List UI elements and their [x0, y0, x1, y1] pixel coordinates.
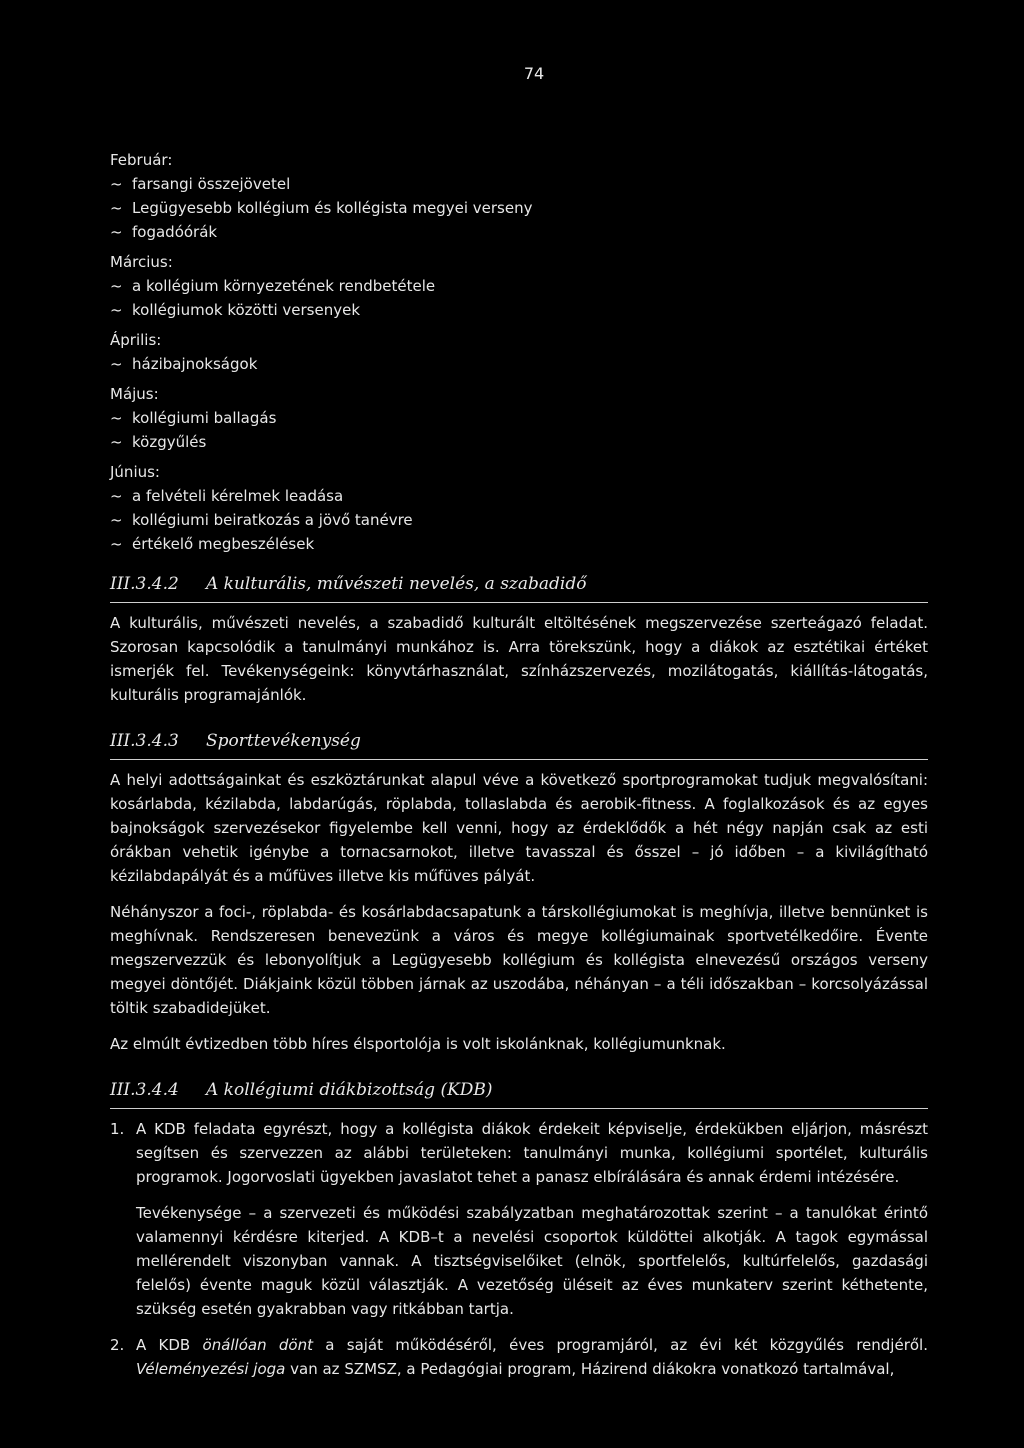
sport-paragraph: A helyi adottságainkat és eszköztárunkat alapul véve a következő sportprogramokat tudjuk megvalósítani: kosárlabda, kézilabda, labdarúgás, röplabda, tollaslabda és aerobik-fitness. A foglalkozások és az egyes bajnokságok szervezésekor figyelembe kell venni, hogy az érdeklődők a hét négy napján csak az esti órákban vehetik igénybe a tornacsarnokot, illetve tavasszal és ősszel – jó időben – a kivilágítható kézilabdapályát és a műfüves illetve kis műfüves pályát. [110, 771, 928, 885]
month-block [110, 460, 928, 556]
section-number: III.3.4.4 [110, 1080, 179, 1100]
month-items [110, 406, 928, 454]
month-block [110, 382, 928, 454]
tilde-bullet-icon: ~ [110, 355, 123, 373]
section-title: A kollégiumi diákbizottság (KDB) [206, 1080, 493, 1100]
month-label: Február: [110, 151, 173, 169]
kdb-list [110, 1117, 928, 1381]
kdb-paragraph [136, 1333, 928, 1381]
kulturalis-paragraph: A kulturális, művészeti nevelés, a szabadidő kulturált eltöltésének megszervezése szerteágazó feladat. Szorosan kapcsolódik a tanulmányi munkához is. Arra törekszünk, hogy a diákok az esztétikai értéket ismerjék fel. Tevékenységeink: könyvtárhasználat, színházszervezés, mozilátogatás, kiállítás-látogatás, kulturális programajánlók. [110, 614, 928, 704]
tilde-bullet-icon: ~ [110, 433, 123, 451]
list-item-text: kollégiumi beiratkozás a jövő tanévre [132, 511, 413, 529]
list-item [110, 352, 928, 376]
kdb-paragraph: Tevékenysége – a szervezeti és működési szabályzatban meghatározottak szerint – a tanulókat érintő valamennyi kérdésre kiterjed. A KDB–t a nevelési csoportok küldöttei alkotják. A tagok egymással mellérendelt viszonyban vannak. A tisztségviselőiket (elnök, sportfelelős, kultúrfelelős, gazdasági felelős) évente maguk közül választják. A vezetőség üléseit az éves munkaterv szerint kéthetente, szükség esetén gyakrabban vagy ritkábban tartja. [136, 1204, 928, 1318]
text-run: van az SZMSZ, a Pedagógiai program, Házirend diákokra vonatkozó tartalmával, [285, 1360, 895, 1378]
list-item-text: házibajnokságok [132, 355, 258, 373]
emphasis-text: önállóan dönt [202, 1336, 313, 1354]
tilde-bullet-icon: ~ [110, 511, 123, 529]
text-run: A KDB [136, 1336, 203, 1354]
list-item [110, 196, 928, 220]
list-item [110, 1333, 928, 1381]
month-block [110, 328, 928, 376]
list-item [110, 406, 928, 430]
list-item [110, 298, 928, 322]
month-block [110, 148, 928, 244]
list-marker: 2. [110, 1336, 125, 1354]
month-label: Május: [110, 385, 159, 403]
list-item-text: a felvételi kérelmek leadása [132, 487, 344, 505]
sport-paragraph: Néhányszor a foci-, röplabda- és kosárlabdacsapatunk a társkollégiumokat is meghívja, illetve bennünket is meghívnak. Rendszeresen benevezünk a város és megye kollégiumainak sportvetélkedőire. Évente megszervezzük és lebonyolítjuk a Legügyesebb kollégium és kollégista elnevezésű országos verseny megyei döntőjét. Diákjaink közül többen járnak az uszodába, néhányan – a téli időszakban – korcsolyázással töltik szabadidejüket. [110, 903, 928, 1017]
list-item-text: fogadóórák [132, 223, 218, 241]
list-item [110, 430, 928, 454]
list-item-text: kollégiumok közötti versenyek [132, 301, 361, 319]
page-number: 74 [523, 64, 545, 83]
tilde-bullet-icon: ~ [110, 409, 123, 427]
emphasis-text: Véleményezési joga [136, 1360, 286, 1378]
list-item [110, 220, 928, 244]
monthly-schedule [110, 148, 928, 556]
text-run: a saját működéséről, éves programjáról, az évi két közgyűlés rendjéről. [312, 1336, 928, 1354]
section-heading-kdb [110, 1078, 928, 1109]
section-title: Sporttevékenység [206, 731, 361, 751]
tilde-bullet-icon: ~ [110, 199, 123, 217]
tilde-bullet-icon: ~ [110, 277, 123, 295]
section-heading-sport [110, 729, 928, 760]
month-items [110, 172, 928, 244]
list-marker: 1. [110, 1120, 125, 1138]
section-number: III.3.4.3 [110, 731, 179, 751]
tilde-bullet-icon: ~ [110, 487, 123, 505]
month-items [110, 352, 928, 376]
tilde-bullet-icon: ~ [110, 535, 123, 553]
month-items [110, 274, 928, 322]
month-items [110, 484, 928, 556]
section-number: III.3.4.2 [110, 574, 179, 594]
month-block [110, 250, 928, 322]
section-title: A kulturális, művészeti nevelés, a szabadidő [206, 574, 587, 594]
list-item-text: Legügyesebb kollégium és kollégista megyei verseny [132, 199, 533, 217]
month-label: Március: [110, 253, 173, 271]
list-item-text: közgyűlés [132, 433, 207, 451]
list-item [110, 274, 928, 298]
list-item [110, 484, 928, 508]
list-item-text: farsangi összejövetel [132, 175, 291, 193]
list-item [110, 532, 928, 556]
kdb-paragraph: A KDB feladata egyrészt, hogy a kollégista diákok érdekeit képviselje, érdekükben eljárjon, másrészt segítsen és szervezzen az alábbi területeken: tanulmányi munka, kollégiumi sportélet, kulturális programok. Jogorvoslati ügyekben javaslatot tehet a panasz elbírálására és annak érdemi intézésére. [136, 1120, 928, 1186]
month-label: Április: [110, 331, 162, 349]
page-content [110, 148, 928, 1393]
list-item [110, 172, 928, 196]
tilde-bullet-icon: ~ [110, 223, 123, 241]
list-item [110, 1117, 928, 1321]
month-label: Június: [110, 463, 160, 481]
list-item [110, 508, 928, 532]
tilde-bullet-icon: ~ [110, 175, 123, 193]
list-item-text: kollégiumi ballagás [132, 409, 277, 427]
tilde-bullet-icon: ~ [110, 301, 123, 319]
sport-paragraph: Az elmúlt évtizedben több híres élsportolója is volt iskolánknak, kollégiumunknak. [110, 1035, 726, 1053]
list-item-text: értékelő megbeszélések [132, 535, 315, 553]
list-item-text: a kollégium környezetének rendbetétele [132, 277, 436, 295]
section-heading-kulturalis [110, 572, 928, 603]
